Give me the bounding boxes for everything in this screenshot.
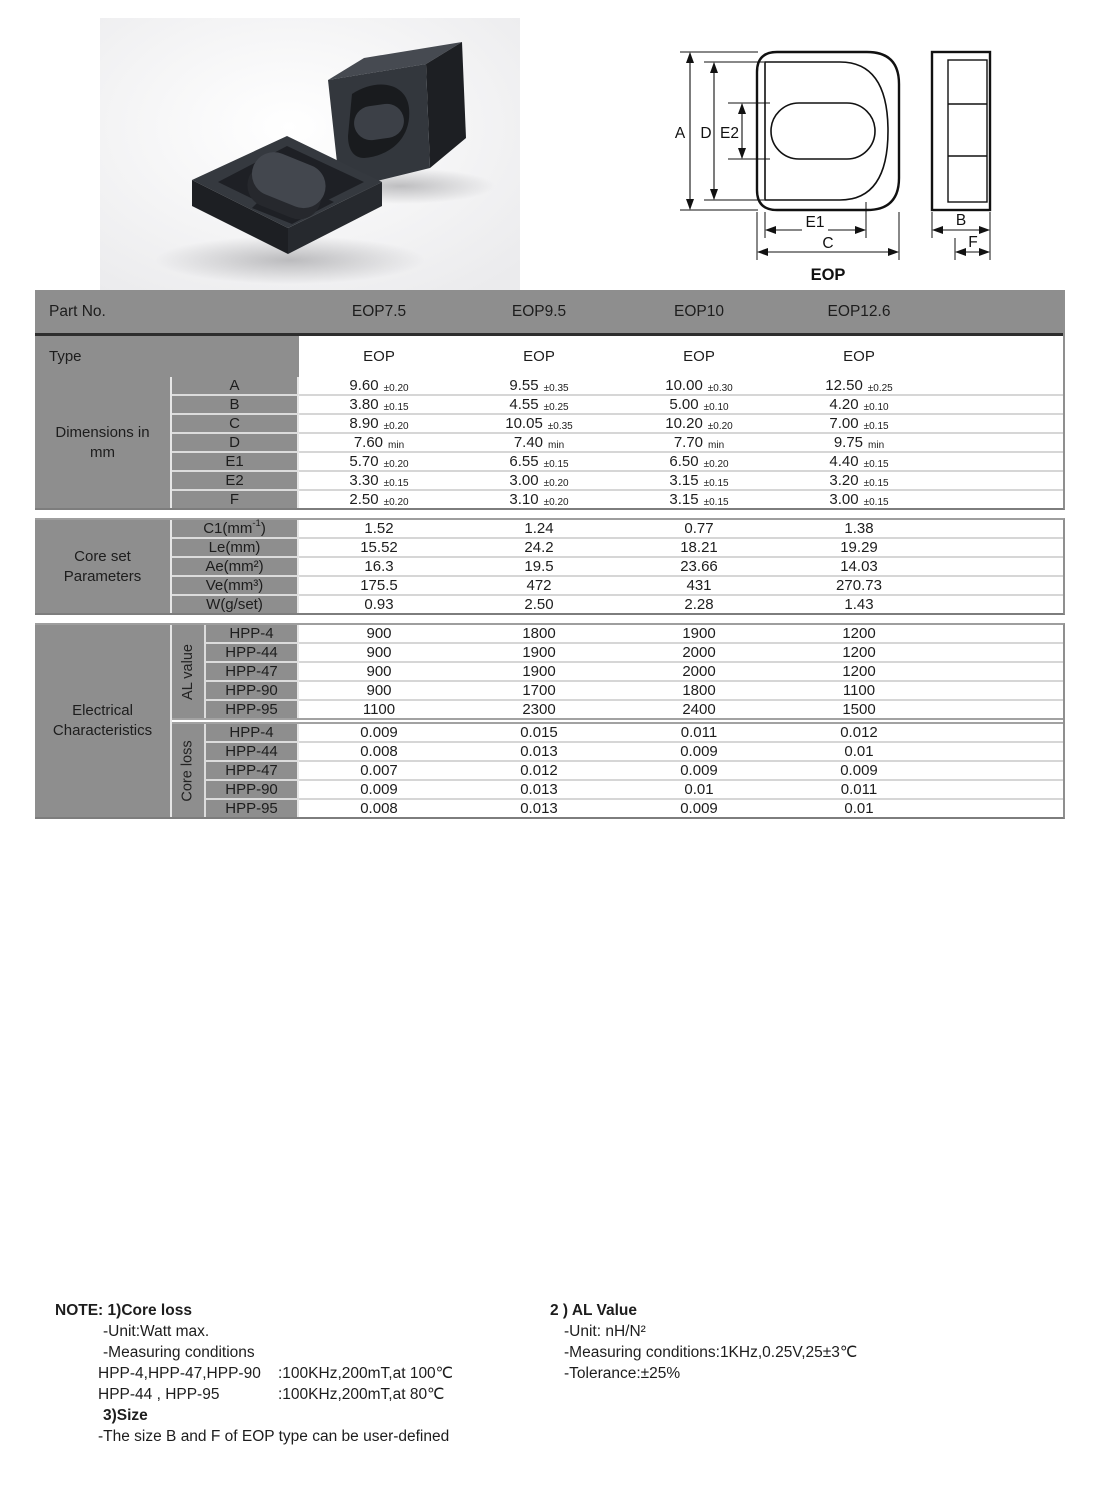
table-row: C1(mm -1 ) 1.52 1.24 0.77 1.38 [172, 520, 1063, 537]
electrical-group-label: Electrical Characteristics [35, 625, 172, 817]
note-title: 1)Core loss [107, 1302, 192, 1319]
note-size-title: 3)Size [103, 1407, 148, 1424]
section-electrical [35, 623, 1065, 819]
table-row: D 7.60 min 7.40 min 7.70 min 9.75 min [172, 432, 1063, 451]
product-photo [100, 18, 520, 290]
al-value-block [172, 625, 1063, 718]
table-row: HPP-90 900 1700 1800 1100 [206, 680, 1063, 699]
table-row: E2 3.30 ±0.15 3.00 ±0.20 3.15 ±0.15 3.20 ±0.15 [172, 470, 1063, 489]
table-row: Ve(mm³) 175.5 472 431 270.73 [172, 575, 1063, 594]
table-row: HPP-4 900 1800 1900 1200 [206, 625, 1063, 642]
label-A: A [674, 125, 686, 142]
part-no-label: Part No. [49, 302, 106, 320]
drawing-caption: EOP [810, 266, 846, 284]
table-row: A 9.60 ±0.20 9.55 ±0.35 10.00 ±0.30 12.50 ±0.25 [172, 377, 1063, 394]
side-outline [932, 52, 990, 210]
column-header: EOP7.5 [351, 302, 407, 320]
dimensions-group-label: Dimensions in mm [35, 377, 172, 508]
label-D: D [700, 125, 712, 142]
table-row: HPP-4 0.009 0.015 0.011 0.012 [206, 724, 1063, 741]
core-outline [757, 52, 899, 210]
table-row: HPP-95 1100 2300 2400 1500 [206, 699, 1063, 718]
table-row: HPP-44 0.008 0.013 0.009 0.01 [206, 741, 1063, 760]
column-header: EOP12.6 [827, 302, 891, 320]
table-row: E1 5.70 ±0.20 6.55 ±0.15 6.50 ±0.20 4.40 ±0.15 [172, 451, 1063, 470]
section-core-set [35, 518, 1065, 615]
type-row: Type EOP EOP EOP EOP [35, 336, 1063, 377]
table-row: HPP-90 0.009 0.013 0.01 0.011 [206, 779, 1063, 798]
table-row: C 8.90 ±0.20 10.05 ±0.35 10.20 ±0.20 7.00 ±0.15 [172, 413, 1063, 432]
table-row: HPP-44 900 1900 2000 1200 [206, 642, 1063, 661]
side-view [932, 52, 990, 260]
table-row: B 3.80 ±0.15 4.55 ±0.25 5.00 ±0.10 4.20 ±0.10 [172, 394, 1063, 413]
table-row: W(g/set) 0.93 2.50 2.28 1.43 [172, 594, 1063, 613]
label-E2: E2 [720, 125, 739, 142]
type-label: Type [35, 336, 299, 377]
table-row: HPP-95 0.008 0.013 0.009 0.01 [206, 798, 1063, 817]
table-row: Ae(mm²) 16.3 19.5 23.66 14.03 [172, 556, 1063, 575]
section-dimensions [35, 290, 1065, 510]
label-F: F [968, 234, 978, 251]
core-loss-label: Core loss [172, 724, 206, 817]
core-set-group-label: Core set Parameters [35, 520, 172, 613]
front-view [672, 52, 899, 284]
note-core-loss: NOTE: 1)Core loss -Unit:Watt max. -Measuring conditions HPP-4,HPP-47,HPP-90 :100KHz,200mT,at 100℃ HPP-44 , HPP-95 :100KHz,200mT,at 80℃ 3)Size -The size B and F of EOP type can be user-defined [55, 1300, 535, 1447]
label-C: C [822, 235, 834, 252]
note-al-value: 2 ) AL Value -Unit: nH/N² -Measuring conditions:1KHz,0.25V,25±3℃ -Tolerance:±25% [550, 1300, 1070, 1384]
al-value-label: AL value [172, 625, 206, 718]
column-header: EOP9.5 [511, 302, 567, 320]
spec-table [35, 290, 1065, 819]
dimension-drawing [652, 26, 1100, 292]
label-B: B [955, 212, 967, 229]
column-header: EOP10 [674, 302, 724, 320]
table-row: HPP-47 900 1900 2000 1200 [206, 661, 1063, 680]
note-title: 2 ) AL Value [550, 1302, 638, 1319]
note-prefix: NOTE: [55, 1302, 104, 1319]
table-header-row [35, 290, 1063, 336]
table-row: F 2.50 ±0.20 3.10 ±0.20 3.15 ±0.15 3.00 ±0.15 [172, 489, 1063, 508]
core-loss-block [172, 724, 1063, 817]
table-row: Le(mm) 15.52 24.2 18.21 19.29 [172, 537, 1063, 556]
center-post [771, 103, 875, 159]
core-window [765, 62, 888, 200]
table-row: HPP-47 0.007 0.012 0.009 0.009 [206, 760, 1063, 779]
label-E1: E1 [805, 214, 825, 231]
